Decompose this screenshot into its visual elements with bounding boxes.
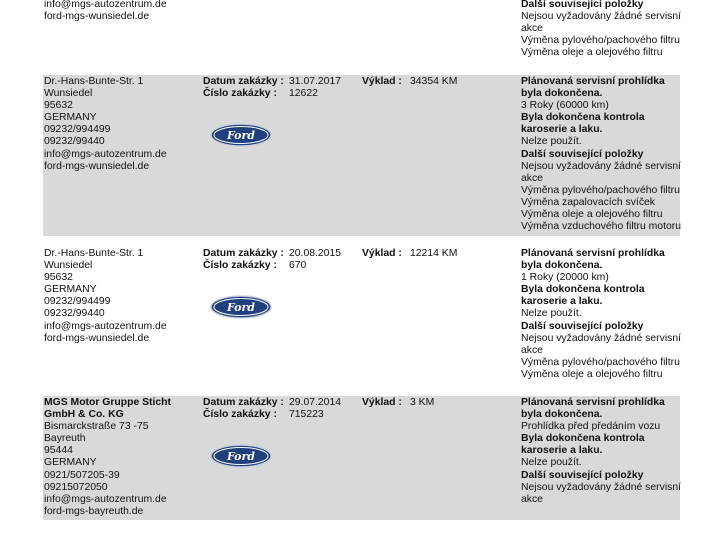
address-line: Wunsiedel <box>44 88 93 100</box>
order-number: 670 <box>289 260 307 272</box>
odometer-value: 3 KM <box>410 397 435 408</box>
address-line: Bismarckstraße 73 -75 <box>44 421 149 433</box>
address-line: GERMANY <box>44 284 97 296</box>
service-item: Nejsou vyžadovány žádné servisní akce <box>521 11 681 35</box>
address-line: 09215072050 <box>44 481 108 493</box>
address-line: 09232/994499 <box>44 296 111 308</box>
service-item: Výměna oleje a olejového filtru <box>521 47 663 59</box>
service-item: 1 Roky (20000 km) <box>521 272 609 284</box>
address-line: 95632 <box>44 100 73 112</box>
service-item: Nelze použít. <box>521 136 582 148</box>
service-section-heading: Další související položky <box>521 320 644 332</box>
dealer-address <box>44 0 199 23</box>
odometer-value: 12214 KM <box>410 248 458 259</box>
address-line: ford-mgs-wunsiedel.de <box>44 332 150 344</box>
service-item: Výměna vzduchového filtru motoru <box>521 221 681 233</box>
address-line: info@mgs-autozentrum.de <box>44 148 167 160</box>
service-item: Výměna oleje a olejového filtru <box>521 368 663 380</box>
odometer-label: Výklad : <box>362 76 402 87</box>
service-item: Výměna oleje a olejového filtru <box>521 209 663 221</box>
service-item: Nejsou vyžadovány žádné servisní akce <box>521 160 681 184</box>
service-section-heading: Další související položky <box>521 0 644 10</box>
odometer-info <box>362 397 517 409</box>
service-record-partial <box>43 0 680 62</box>
service-section-heading: Další související položky <box>521 148 644 160</box>
order-date: 20.08.2015 <box>289 248 342 259</box>
address-line: 0921/507205-39 <box>44 469 120 481</box>
address-line: GERMANY <box>44 457 97 469</box>
address-line: Bayreuth <box>44 433 86 445</box>
service-item: 3 Roky (60000 km) <box>521 100 609 112</box>
address-line: 09232/994499 <box>44 124 111 136</box>
order-date: 29.07.2014 <box>289 397 342 408</box>
service-item: Výměna pylového/pachového filtru <box>521 184 680 196</box>
dealer-address <box>44 248 199 345</box>
order-date-label: Datum zakázky : <box>203 248 284 259</box>
address-line: ford-mgs-bayreuth.de <box>44 505 144 517</box>
svg-text:Ford: Ford <box>226 301 256 314</box>
address-line: Dr.-Hans-Bunte-Str. 1 <box>44 248 144 259</box>
service-details <box>521 248 681 381</box>
dealer-address <box>44 397 199 518</box>
service-section-heading: Další související položky <box>521 469 644 481</box>
odometer-label: Výklad : <box>362 248 402 259</box>
service-section-heading: Plánovaná servisní prohlídka byla dokončena. <box>521 76 665 100</box>
address-line: info@mgs-autozentrum.de <box>44 493 167 505</box>
service-item: Nelze použít. <box>521 457 582 469</box>
service-section-heading: Byla dokončena kontrola karoserie a laku. <box>521 112 645 136</box>
odometer-value: 34354 KM <box>410 76 458 87</box>
service-details <box>521 397 681 506</box>
ford-logo <box>210 123 272 147</box>
order-number-label: Číslo zakázky : <box>203 260 277 272</box>
dealer-email: info@mgs-autozentrum.de <box>44 0 167 10</box>
order-number-label: Číslo zakázky : <box>203 409 277 421</box>
service-record <box>43 247 680 387</box>
service-section-heading: Plánovaná servisní prohlídka byla dokončena. <box>521 397 665 421</box>
address-line: 95632 <box>44 272 73 284</box>
service-section-heading: Byla dokončena kontrola karoserie a laku. <box>521 284 645 308</box>
dealer-address <box>44 76 199 173</box>
order-date-label: Datum zakázky : <box>203 397 284 408</box>
order-info <box>203 397 363 421</box>
order-number: 12622 <box>289 88 318 100</box>
service-item: Výměna zapalovacích svíček <box>521 196 655 208</box>
address-line: 09232/99440 <box>44 308 105 320</box>
service-section-heading: Plánovaná servisní prohlídka byla dokončena. <box>521 248 665 272</box>
odometer-info <box>362 76 517 88</box>
svg-text:Ford: Ford <box>226 450 256 463</box>
order-date-label: Datum zakázky : <box>203 76 284 87</box>
order-date: 31.07.2017 <box>289 76 342 87</box>
dealer-website: ford-mgs-wunsiedel.de <box>44 11 150 23</box>
service-item: Nelze použít. <box>521 308 582 320</box>
service-item: Nejsou vyžadovány žádné servisní akce <box>521 481 681 505</box>
address-line: ford-mgs-wunsiedel.de <box>44 160 150 172</box>
address-line: 95444 <box>44 445 73 457</box>
odometer-label: Výklad : <box>362 397 402 408</box>
order-info <box>203 248 363 272</box>
service-item: Prohlídka před předáním vozu <box>521 421 661 433</box>
service-details <box>521 76 681 233</box>
dealer-name: MGS Motor Gruppe Sticht GmbH & Co. KG <box>44 397 171 421</box>
odometer-info <box>362 248 517 260</box>
service-details <box>521 0 681 59</box>
address-line: Dr.-Hans-Bunte-Str. 1 <box>44 76 144 87</box>
service-section-heading: Byla dokončena kontrola karoserie a laku. <box>521 433 645 457</box>
service-item: Nejsou vyžadovány žádné servisní akce <box>521 332 681 356</box>
address-line: GERMANY <box>44 112 97 124</box>
service-record <box>43 75 680 236</box>
order-number: 715223 <box>289 409 324 421</box>
svg-text:Ford: Ford <box>226 129 256 142</box>
address-line: Wunsiedel <box>44 260 93 272</box>
order-info <box>203 76 363 100</box>
address-line: info@mgs-autozentrum.de <box>44 320 167 332</box>
order-number-label: Číslo zakázky : <box>203 88 277 100</box>
ford-logo <box>210 295 272 319</box>
ford-logo <box>210 444 272 468</box>
service-record <box>43 396 680 520</box>
address-line: 09232/99440 <box>44 136 105 148</box>
service-item: Výměna pylového/pachového filtru <box>521 35 680 47</box>
service-item: Výměna pylového/pachového filtru <box>521 356 680 368</box>
